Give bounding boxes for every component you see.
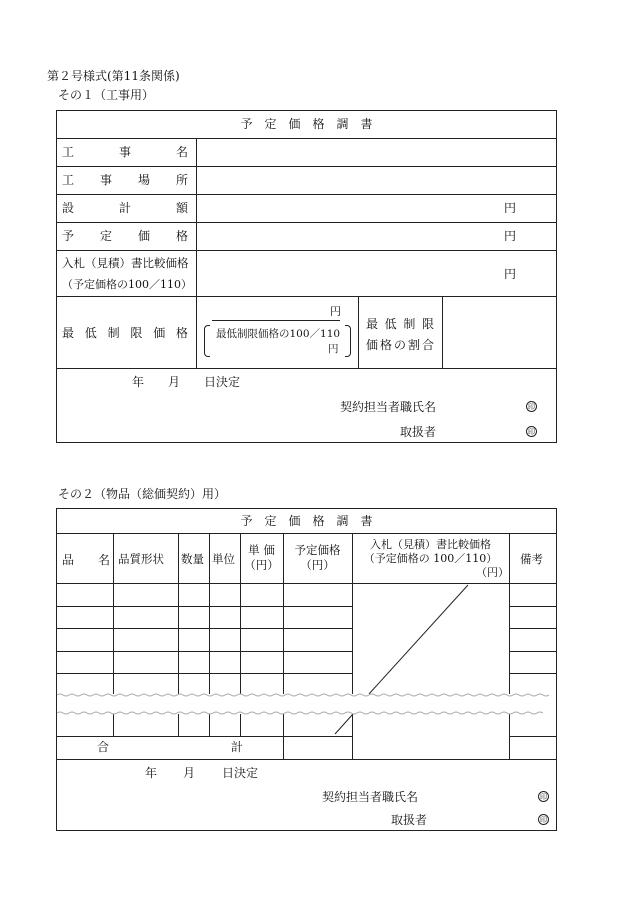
- bracket-left: [204, 325, 210, 357]
- yen-design-amount: 円: [504, 201, 517, 215]
- label-min-limit-price: 最 低 制 限 価 格: [62, 326, 188, 340]
- col-planned-1: 予定価格: [294, 543, 341, 557]
- form1-border: [56, 110, 557, 443]
- col-qty: 数量: [181, 552, 204, 566]
- label-bid-compare-line1: 入札（見積）書比較価格: [62, 256, 189, 270]
- label-min-ratio-line2: 価 格 の 割 合: [366, 338, 434, 352]
- bracket-yen: 円: [328, 343, 339, 355]
- bracket-note: 最低制限価格の100／110: [216, 328, 341, 340]
- handler-label: 取扱者: [400, 425, 437, 439]
- form2-title: 予 定 価 格 調 書: [240, 514, 373, 528]
- form2-decision-day: 日決定: [222, 766, 259, 780]
- yen-min-limit: 円: [330, 305, 341, 318]
- form2-decision-month: 月: [183, 766, 196, 780]
- bracket-right: [345, 325, 351, 357]
- signer-seal-icon: 印: [528, 403, 535, 411]
- col-bid-2: （予定価格の 100／110）: [363, 552, 498, 565]
- form1-title: 予 定 価 格 調 書: [240, 117, 373, 131]
- label-work-name: 工 事 名: [62, 145, 188, 159]
- form2-handler-seal-icon: 印: [540, 816, 547, 824]
- form2-handler-label: 取扱者: [391, 813, 428, 827]
- col-remarks: 備考: [520, 552, 543, 566]
- label-min-ratio-line1: 最 低 制 限: [366, 317, 434, 331]
- form2-signer-seal-icon: 印: [540, 793, 547, 801]
- yen-planned-price: 円: [504, 229, 517, 243]
- col-bid-1: 入札（見積）書比較価格: [370, 538, 491, 551]
- label-bid-compare-line2: （予定価格の100／110）: [62, 278, 192, 291]
- label-planned-price: 予 定 価 格: [62, 229, 188, 243]
- part1-title: その１（工事用）: [58, 88, 155, 102]
- col-unit-price-1: 単 価: [248, 543, 275, 557]
- col-unit-price-2: （円）: [244, 558, 279, 572]
- label-design-amount: 設 計 額: [62, 201, 188, 215]
- total-right: 計: [231, 740, 244, 754]
- col-spec: 品質形状: [118, 552, 164, 566]
- form2-decision-year: 年: [145, 766, 158, 780]
- decision-day: 日決定: [204, 375, 241, 389]
- label-work-place: 工 事 場 所: [62, 173, 188, 187]
- signer-label: 契約担当者職氏名: [340, 400, 437, 414]
- col-planned-2: （円）: [300, 558, 335, 572]
- col-item: 品 名: [62, 553, 111, 567]
- decision-year: 年: [132, 375, 145, 389]
- form-number-title: 第２号様式(第11条関係): [47, 69, 180, 83]
- part2-title: その２（物品（総価契約）用）: [58, 487, 227, 501]
- handler-seal-icon: 印: [528, 428, 535, 436]
- yen-bid-compare: 円: [504, 267, 517, 281]
- total-left: 合: [97, 740, 110, 754]
- decision-month: 月: [168, 375, 181, 389]
- form2-signer-label: 契約担当者職氏名: [322, 790, 419, 804]
- col-unit: 単位: [212, 552, 235, 566]
- col-bid-3: （円）: [476, 566, 509, 579]
